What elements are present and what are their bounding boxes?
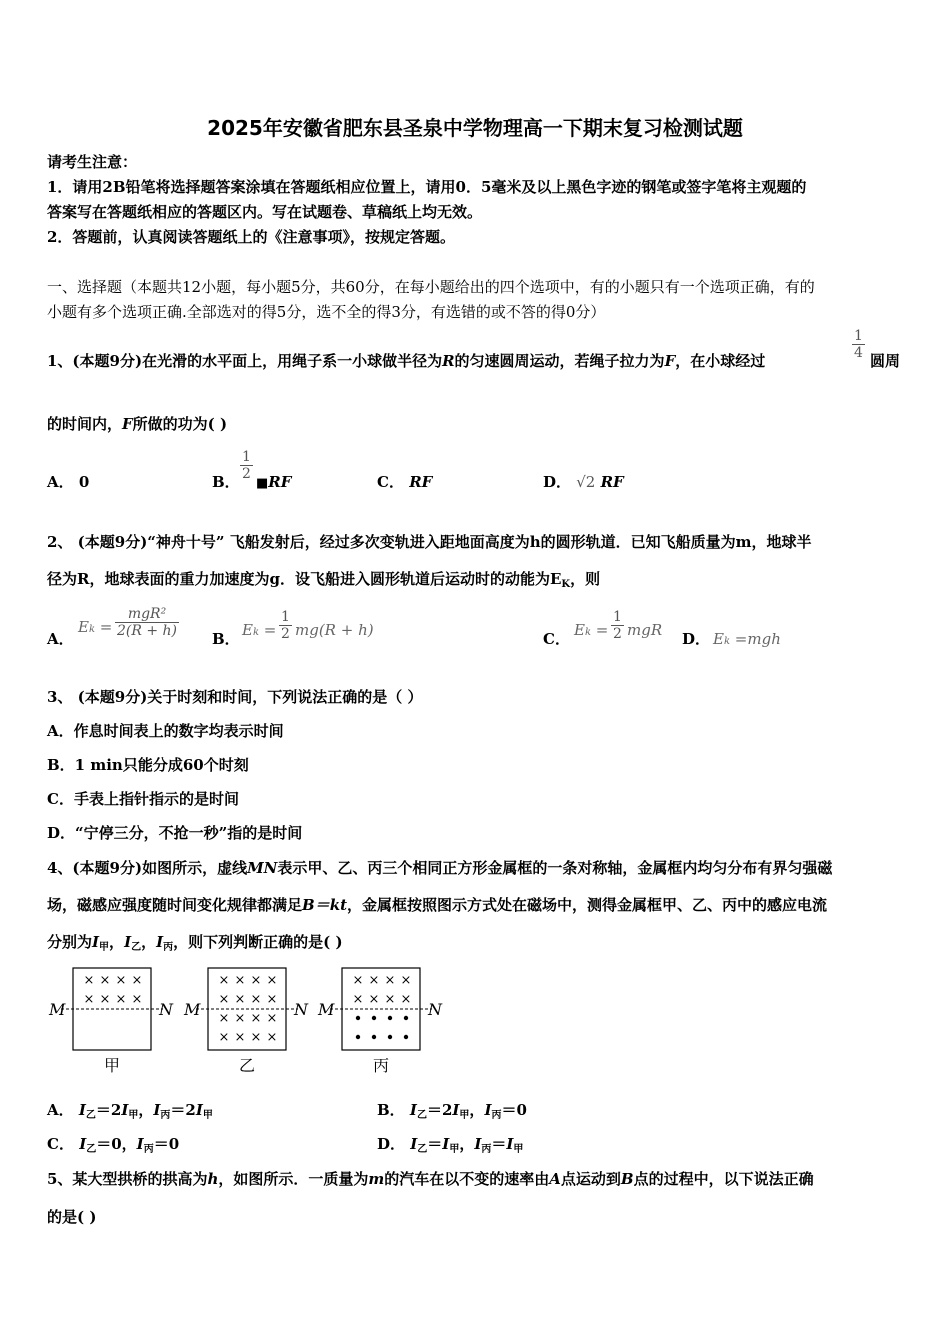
field-cross-mark: × [218,973,230,988]
field-cross-mark: × [384,973,396,988]
q2-option-d-formula: Ek =mgh [713,630,781,648]
frame-label-jia: 甲 [103,1056,121,1075]
field-cross-mark: × [352,973,364,988]
question-1-stem-line2: 的时间内，F所做的功为( ) [47,415,228,433]
field-dot-mark [404,1035,408,1039]
q2-option-a-formula: Ek = [78,618,113,636]
q1-option-a[interactable]: A． 0 [47,473,90,491]
question-1-stem: 1、(本题9分)在光滑的水平面上，用绳子系一小球做半径为R的匀速圆周运动，若绳子拉力为F，在小球经过 [47,352,766,370]
q2-option-c-tail: mgR [627,621,663,639]
field-cross-mark: × [250,973,262,988]
field-cross-mark: × [234,1011,246,1026]
q2-option-b-tail: mg(R + h) [295,621,374,639]
field-cross-mark: × [115,973,127,988]
q2-option-b[interactable]: B． [212,630,240,648]
question-2-stem: 2、 (本题9分)“神舟十号” 飞船发射后，经过多次变轨进入距地面高度为h的圆形轨道．已知飞船质量为m，地球半 [47,533,812,551]
question-2-stem-line2: 径为R，地球表面的重力加速度为g．设飞船进入圆形轨道后运动时的动能为$E_K$，则 [47,570,601,590]
field-cross-mark: × [218,1030,230,1045]
field-cross-mark: × [368,973,380,988]
field-cross-mark: × [250,1030,262,1045]
field-cross-mark: × [352,992,364,1007]
field-dot-mark [372,1016,376,1020]
frame-label-bing: 丙 [372,1056,390,1075]
q4-option-d[interactable]: D． $I_乙=I_甲$，$I_丙=I_甲$ [377,1135,524,1155]
field-dot-mark [356,1016,360,1020]
field-cross-mark: × [234,973,246,988]
q2-option-c-fraction: $\frac{1}{2}$ [613,609,622,642]
notice-item-2: 2．答题前，认真阅读答题纸上的《注意事项》，按规定答题。 [47,228,455,246]
field-cross-mark: × [83,973,95,988]
q1-fraction: $\frac{1}{4}$ [854,328,863,361]
q2-option-d[interactable]: D． [682,630,711,648]
field-cross-mark: × [400,992,412,1007]
q3-option-c[interactable]: C．手表上指针指示的是时间 [47,790,239,808]
q1-option-c[interactable]: C． RF [377,473,433,491]
label-n-yi: N [294,1000,308,1019]
question-4-stem-line3: 分别为$I_甲$，$I_乙$，$I_丙$，则下列判断正确的是( ) [47,933,343,953]
field-cross-mark: × [266,992,278,1007]
label-n-bing: N [428,1000,442,1019]
q4-option-b[interactable]: B． $I_乙=2I_甲$，$I_丙=0$ [377,1101,527,1121]
question-3-stem: 3、 (本题9分)关于时刻和时间，下列说法正确的是（ ） [47,688,423,706]
q1-option-d[interactable]: D． √2 RF [543,473,624,491]
field-dot-mark [356,1035,360,1039]
question-5-stem-line2: 的是( ) [47,1208,97,1226]
field-cross-mark: × [83,992,95,1007]
q4-figure [40,962,450,1080]
field-cross-mark: × [99,973,111,988]
q4-option-c[interactable]: C． $I_乙=0$，$I_丙=0$ [47,1135,180,1155]
field-cross-mark: × [266,1011,278,1026]
field-cross-mark: × [266,1030,278,1045]
field-cross-mark: × [131,973,143,988]
notice-item-1: 1．请用2B铅笔将选择题答案涂填在答题纸相应位置上，请用0．5毫米及以上黑色字迹的钢笔或签字笔将主观题的 [47,178,807,196]
q2-option-c[interactable]: C． [543,630,570,648]
field-cross-mark: × [218,1011,230,1026]
field-cross-mark: × [131,992,143,1007]
q2-option-b-fraction: $\frac{1}{2}$ [281,609,290,642]
field-cross-mark: × [368,992,380,1007]
question-4-stem: 4、(本题9分)如图所示，虚线MN表示甲、乙、丙三个相同正方形金属框的一条对称轴，金属框内均匀分布有界匀强磁 [47,859,833,877]
q3-option-a[interactable]: A．作息时间表上的数字均表示时间 [47,722,284,740]
field-dot-mark [388,1016,392,1020]
field-cross-mark: × [99,992,111,1007]
label-n-jia: N [159,1000,173,1019]
question-4-stem-line2: 场，磁感应强度随时间变化规律都满足B＝kt，金属框按照图示方式处在磁场中，测得金属框甲、乙、丙中的感应电流 [47,896,828,914]
q2-option-a-fraction: mgR² 2(R + h) [117,606,178,639]
q2-option-b-formula: Ek = [242,621,277,639]
field-cross-mark: × [115,992,127,1007]
q4-option-a[interactable]: A． $I_乙=2I_甲$，$I_丙=2I_甲$ [47,1101,213,1121]
field-cross-mark: × [218,992,230,1007]
section-header: 一、选择题（本题共12小题，每小题5分，共60分，在每小题给出的四个选项中，有的小题只有一个选项正确，有的 [47,278,815,296]
q3-option-d[interactable]: D．“宁停三分，不抢一秒”指的是时间 [47,824,303,842]
q1-option-b-value: ■RF [256,473,292,491]
question-1-stem-end: 圆周 [870,352,901,370]
field-dot-mark [388,1035,392,1039]
q2-option-c-formula: Ek = [574,621,609,639]
question-5-stem: 5、某大型拱桥的拱高为h，如图所示．一质量为m的汽车在以不变的速率由A点运动到B点的过程中，以下说法正确 [47,1170,814,1188]
field-cross-mark: × [266,973,278,988]
frame-label-yi: 乙 [238,1056,256,1075]
notice-item-1-cont: 答案写在答题纸相应的答题区内。写在试题卷、草稿纸上均无效。 [47,203,483,221]
field-cross-mark: × [234,1030,246,1045]
q3-option-b[interactable]: B．1 min只能分成60个时刻 [47,756,249,774]
field-cross-mark: × [234,992,246,1007]
field-cross-mark: × [250,992,262,1007]
field-dot-mark [404,1016,408,1020]
q2-option-a[interactable]: A． [47,630,74,648]
field-dot-mark [372,1035,376,1039]
field-cross-mark: × [250,1011,262,1026]
field-cross-mark: × [384,992,396,1007]
q1-option-b[interactable]: B． [212,473,240,491]
label-m-bing: M [318,1000,335,1019]
page-title: 2025年安徽省肥东县圣泉中学物理高一下期末复习检测试题 [207,116,743,140]
section-header-cont: 小题有多个选项正确.全部选对的得5分，选不全的得3分，有选错的或不答的得0分） [47,303,606,321]
label-m-yi: M [184,1000,201,1019]
field-cross-mark: × [400,973,412,988]
label-m-jia: M [49,1000,66,1019]
q1-option-b-fraction: $\frac{1}{2}$ [242,449,251,482]
notice-heading: 请考生注意： [47,153,138,171]
